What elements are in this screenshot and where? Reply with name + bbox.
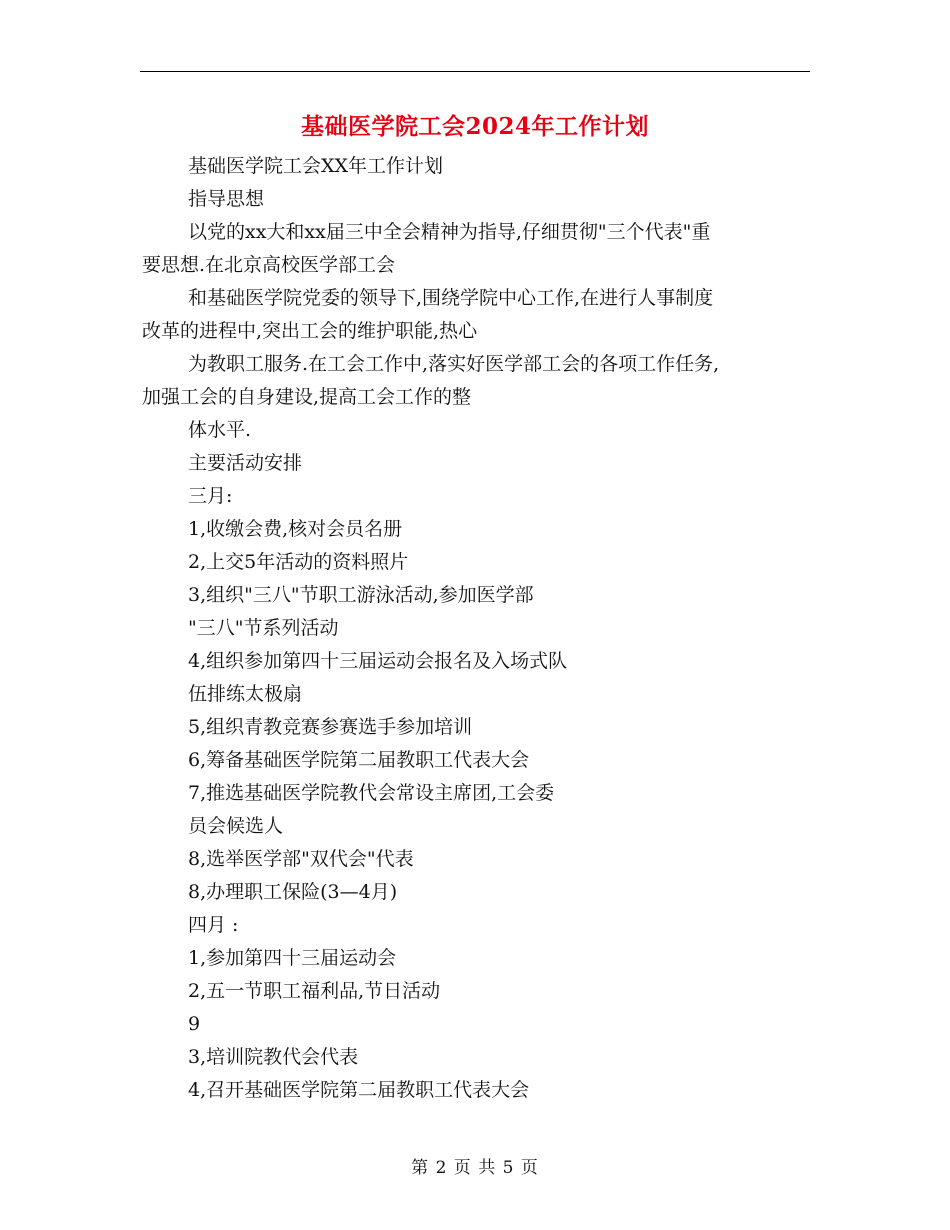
body-line: 员会候选人: [188, 815, 284, 837]
body-line: 1,参加第四十三届运动会: [188, 947, 397, 969]
body-line: 7,推选基础医学院教代会常设主席团,工会委: [188, 782, 555, 804]
body-line: 4,召开基础医学院第二届教职工代表大会: [188, 1079, 530, 1101]
body-line: 改革的进程中,突出工会的维护职能,热心: [142, 320, 478, 342]
body-line: 三月:: [188, 485, 233, 507]
document-title: 基础医学院工会2024年工作计划: [300, 113, 649, 140]
body-line: 2,五一节职工福利品,节日活动: [188, 980, 441, 1002]
body-line: 1,收缴会费,核对会员名册: [188, 518, 403, 540]
body-line: 4,组织参加第四十三届运动会报名及入场式队: [188, 650, 568, 672]
body-line: 加强工会的自身建设,提高工会工作的整: [142, 386, 472, 408]
document-body: [142, 150, 810, 1107]
body-line: 3,组织"三八"节职工游泳活动,参加医学部: [188, 584, 534, 606]
body-line: 8,选举医学部"双代会"代表: [188, 848, 414, 870]
body-line: 伍排练太极扇: [188, 683, 303, 705]
body-line: 体水平.: [188, 419, 252, 441]
body-line: 以党的xx大和xx届三中全会精神为指导,仔细贯彻"三个代表"重: [188, 221, 711, 243]
body-line: 6,筹备基础医学院第二届教职工代表大会: [188, 749, 530, 771]
body-line: 9: [188, 1013, 201, 1035]
body-line: 2,上交5年活动的资料照片: [188, 551, 409, 573]
body-line: 四月 :: [188, 914, 239, 936]
body-line: 基础医学院工会XX年工作计划: [188, 155, 444, 177]
body-line: 要思想.在北京高校医学部工会: [142, 254, 396, 276]
body-line: 为教职工服务.在工会工作中,落实好医学部工会的各项工作任务,: [188, 353, 720, 375]
page-footer: 第 2 页 共 5 页: [411, 1158, 539, 1178]
body-line: 8,办理职工保险(3—4月): [188, 881, 398, 903]
body-line: 主要活动安排: [188, 452, 303, 474]
body-line: 5,组织青教竞赛参赛选手参加培训: [188, 716, 473, 738]
header-rule: [140, 71, 810, 72]
body-line: "三八"节系列活动: [188, 617, 339, 639]
body-line: 和基础医学院党委的领导下,围绕学院中心工作,在进行人事制度: [188, 287, 714, 309]
body-line: 指导思想: [188, 188, 265, 210]
body-line: 3,培训院教代会代表: [188, 1046, 359, 1068]
